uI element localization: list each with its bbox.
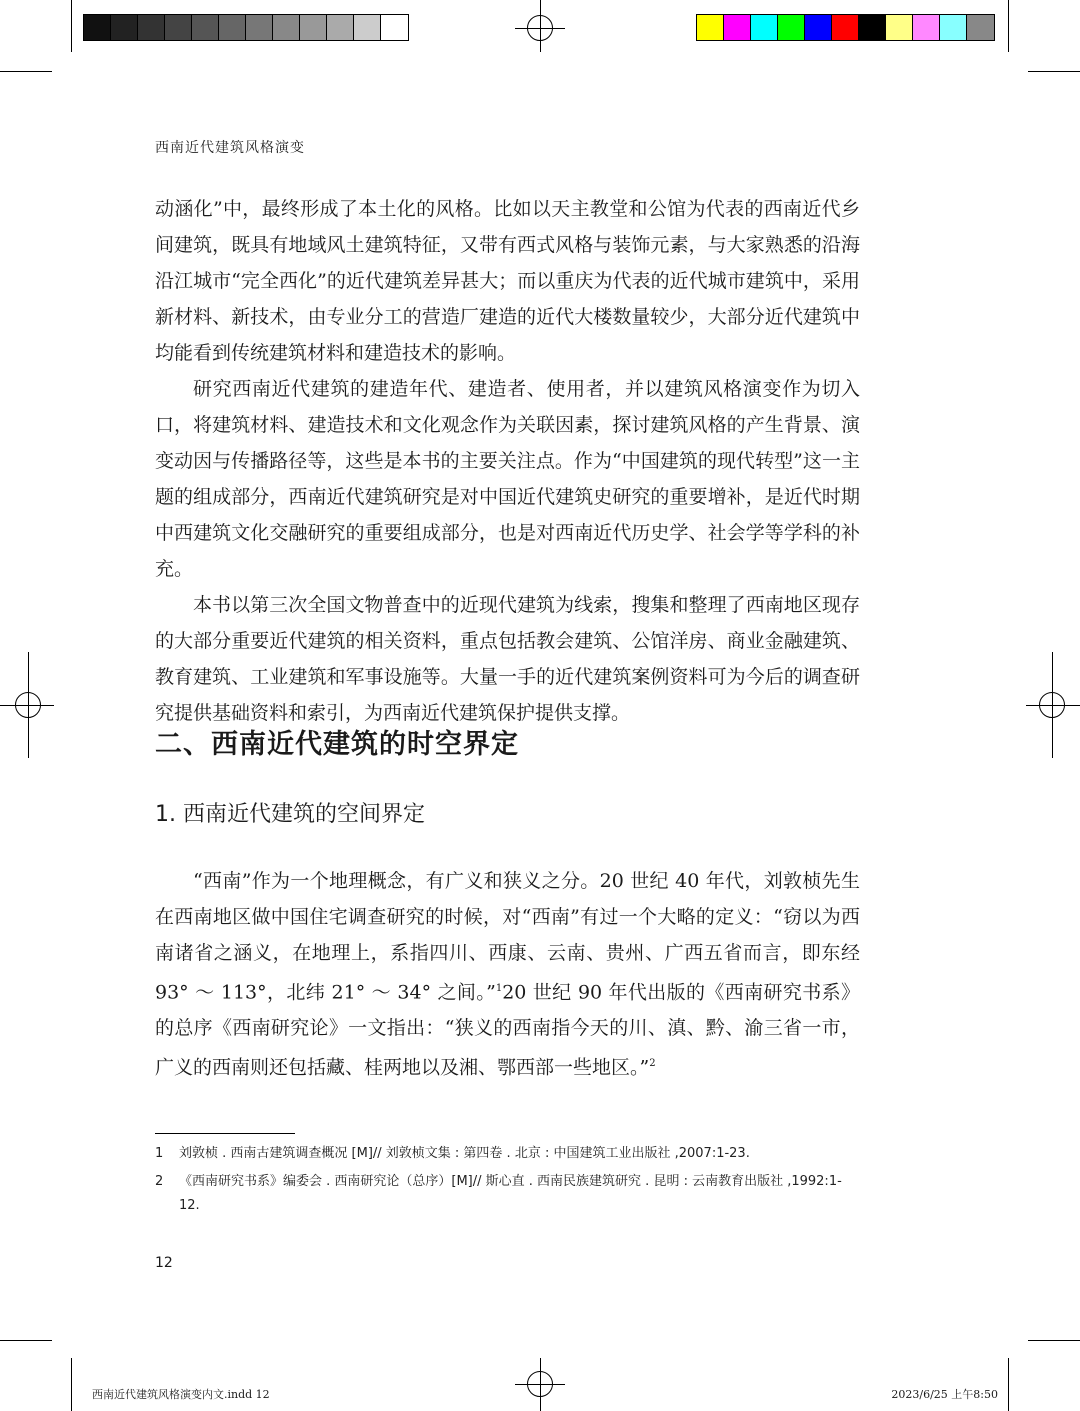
paragraph: 本书以第三次全国文物普查中的近现代建筑为线索，搜集和整理了西南地区现存的大部分重要近代建筑的相关资料，重点包括教会建筑、公馆洋房、商业金融建筑、教育建筑、工业建筑和军事设施等。大量一手的近代建筑案例资料可为今后的调查研究提供基础资料和索引，为西南近代建筑保护提供支撑。 xyxy=(155,594,860,724)
gray-swatch xyxy=(165,15,192,40)
gray-swatch xyxy=(111,15,138,40)
gray-swatch xyxy=(192,15,219,40)
paragraph-text: 20 世纪 90 年代出版的《西南研究书系》的总序《西南研究论》一文指出：“狭义的西南指今天的川、滇、黔、渝三省一市，广义的西南则还包括藏、桂两地以及湘、鄂西部一些地区。” xyxy=(155,981,860,1079)
registration-crosshair xyxy=(540,1358,541,1411)
paragraph: 动涵化”中，最终形成了本土化的风格。比如以天主教堂和公馆为代表的西南近代乡间建筑，既具有地域风土建筑特征，又带有西式风格与装饰元素，与大家熟悉的沿海沿江城市“完全西化”的近代建筑差异甚大；而以重庆为代表的近代城市建筑中，采用新材料、新技术，由专业分工的营造厂建造的近代大楼数量较少，大部分近代建筑中均能看到传统建筑材料和建造技术的影响。 xyxy=(155,198,860,364)
footnote xyxy=(155,1170,860,1218)
gray-swatch xyxy=(138,15,165,40)
slug-timestamp: 2023/6/25 上午8:50 xyxy=(891,1388,998,1401)
gray-swatch xyxy=(300,15,327,40)
color-swatch xyxy=(940,15,967,40)
section-heading: 二、西南近代建筑的时空界定 xyxy=(155,729,519,760)
paragraph-text: “西南”作为一个地理概念，有广义和狭义之分。20 世纪 40 年代，刘敦桢先生在西南地区做中国住宅调查研究的时候，对“西南”有过一个大略的定义：“窃以为西南诸省之涵义，在地理上，系指四川、西康、云南、贵州、广西五省而言，即东经 93° ～ 113°，北纬 21° ～ 34° 之间。” xyxy=(155,870,860,1004)
color-swatch xyxy=(832,15,859,40)
gray-swatch xyxy=(327,15,354,40)
registration-crosshair xyxy=(28,652,29,758)
color-swatch xyxy=(886,15,913,40)
gray-swatch xyxy=(381,15,408,40)
registration-crosshair xyxy=(1026,705,1080,706)
section-body-text xyxy=(155,863,860,1086)
footnote-ref[interactable]: 1 xyxy=(495,983,503,994)
color-swatch xyxy=(778,15,805,40)
gray-swatch xyxy=(273,15,300,40)
paragraph xyxy=(155,863,860,1086)
color-swatch xyxy=(724,15,751,40)
crop-mark xyxy=(0,1340,52,1341)
footnote xyxy=(155,1142,860,1166)
crop-mark xyxy=(1008,0,1009,52)
running-head: 西南近代建筑风格演变 xyxy=(155,140,305,156)
footnote-text: 刘敦桢 . 西南古建筑调查概况 [M]// 刘敦桢文集 : 第四卷 . 北京 : 中国建筑工业出版社 ,2007:1-23. xyxy=(179,1146,750,1161)
color-swatch xyxy=(859,15,886,40)
color-swatch xyxy=(805,15,832,40)
subsection-heading: 1. 西南近代建筑的空间界定 xyxy=(155,802,425,827)
color-swatch xyxy=(697,15,724,40)
footnote-number: 1 xyxy=(155,1146,164,1161)
footnote-ref[interactable]: 2 xyxy=(649,1058,656,1070)
body-text xyxy=(155,191,860,731)
registration-crosshair xyxy=(0,705,54,706)
grayscale-bar xyxy=(83,14,409,41)
crop-mark xyxy=(1028,1340,1080,1341)
crop-mark xyxy=(1008,1358,1009,1411)
footnote-rule xyxy=(155,1133,295,1134)
crop-mark xyxy=(0,71,52,72)
footnotes xyxy=(155,1142,860,1222)
crop-mark xyxy=(71,1358,72,1411)
crop-mark xyxy=(71,0,72,52)
slug-file: 西南近代建筑风格演变内文.indd 12 xyxy=(92,1388,270,1401)
paragraph: 研究西南近代建筑的建造年代、建造者、使用者，并以建筑风格演变作为切入口，将建筑材料、建造技术和文化观念作为关联因素，探讨建筑风格的产生背景、演变动因与传播路径等，这些是本书的主要关注点。作为“中国建筑的现代转型”这一主题的组成部分，西南近代建筑研究是对中国近代建筑史研究的重要增补，是近代时期中西建筑文化交融研究的重要组成部分，也是对西南近代历史学、社会学等学科的补充。 xyxy=(155,378,860,580)
crop-mark xyxy=(1028,71,1080,72)
footnote-number: 2 xyxy=(155,1174,164,1189)
gray-swatch xyxy=(84,15,111,40)
registration-crosshair xyxy=(1052,652,1053,758)
footnote-text: 《西南研究书系》编委会 . 西南研究论（总序）[M]// 斯心直 . 西南民族建筑研究 . 昆明 : 云南教育出版社 ,1992:1-12. xyxy=(179,1174,842,1213)
color-swatch xyxy=(751,15,778,40)
color-bar xyxy=(696,14,995,41)
gray-swatch xyxy=(246,15,273,40)
page-number: 12 xyxy=(155,1255,173,1271)
gray-swatch xyxy=(219,15,246,40)
color-swatch xyxy=(913,15,940,40)
registration-crosshair xyxy=(540,0,541,52)
gray-swatch xyxy=(354,15,381,40)
color-swatch xyxy=(967,15,994,40)
